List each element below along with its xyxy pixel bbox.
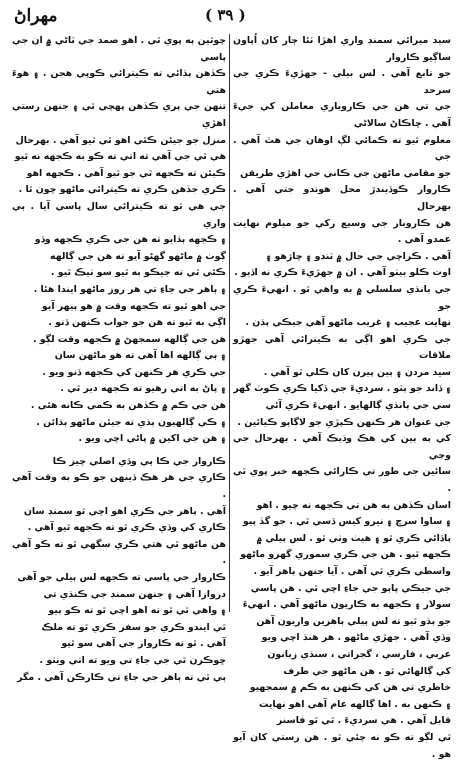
text-line: آهي . ڪراچي جي حال ۾ ٽنڊو ۽ چاڙهو ۽	[265, 250, 451, 262]
text-line: کي ڳالهائي ٿو . هن ماڻهو جي طرف	[283, 665, 451, 677]
page-header	[0, 4, 461, 32]
text-line: چوٿين ٻه پوي ٿي . اهو صمد جي ٽاڻي ۾ ان جي پاسي	[12, 35, 226, 63]
text-line: سولار ۽ ڪجهه به ڪاريون ماڻهو آهي . انهيءَ	[242, 599, 451, 611]
text-line: آهي . ٻاهر جي ڪري اهو اچي ٿو سمنڊ سان	[23, 505, 226, 517]
text-line: جي تي هن جي ڪاروباري معاملن کي جيءَ آهي . ڇاڪاڻ سالاڻي	[233, 101, 451, 129]
text-line: اڳي به ٿيو ته هن جو جواب ڪنهن ڏنو .	[48, 317, 226, 329]
text-line: ڪيئن ته ڪجهه ٿي جو ٿيو آهي . ڪجهه اهو	[26, 167, 226, 179]
text-line: ۽ ڏاند جو ٻٽو . سرديءَ جي ڏکيا ڪري ڪوٽ گهر	[233, 383, 451, 395]
text-line: ٿي لڳو ته ڪو نه چئي ٿو . هن رستي کان آيو هو .	[233, 731, 451, 760]
right-column	[233, 33, 451, 763]
text-line: ۽ هن جي اکين ۾ پاڻي اچي ويو .	[78, 433, 226, 445]
text-line: ڪاري جي هر هڪ ڏينهن جو ڪو به وقت آهي .	[12, 472, 226, 501]
text-line: ۽ ڪنهن به . اها ڳالهه عام آهي اهو نهايت	[258, 698, 451, 710]
text-line: ۽ ساوا سرچ ۽ نيرو کيس ڏسي ٿي . جو گڏ پيو	[242, 516, 451, 528]
text-line: ۽ پاڻ به اتي رهيو ته ڪجهه دير ٿي .	[60, 383, 226, 395]
text-line: ۽ ٻي ڳالهه اها آهي ته هو ماڻهن سان	[54, 350, 226, 362]
text-line: ٿي ايندو ڪري جو سفر ڪري ٿو ته ملڪ	[41, 621, 226, 633]
column-divider	[229, 34, 230, 612]
text-line: ۽ ڪي ڳالهيون ٻڌي ته جيئن ماڻهو ٻڌائن .	[36, 416, 226, 428]
text-line: خاطري تي هن کي ڪنهن به ڪم ۾ سمجهيو	[249, 682, 451, 694]
text-line: جي ڪري هر ڪنهن کي ڪجهه ڏنو ويو .	[42, 366, 226, 378]
text-line: ۽ ڪجهه ٻڌايو ته هن جي ڪري ڪجهه وڏو	[34, 234, 226, 246]
text-line: سيد مردن ۽ ٻين پيرن کان ڪلي ٿو آهي .	[263, 366, 451, 378]
text-line: ڇوڪرن ٿي جي جاءِ تي ويو ته اتي ويٺو .	[39, 654, 226, 666]
text-line: جي هي ٿو ته ڪيترائي سال پاسي آيا . ٻي واري	[12, 200, 226, 229]
text-line: ڪئي ٿي ته جيڪو به ٿيو سو ٺيڪ ٿيو .	[50, 267, 226, 279]
text-line: جو ٻڌو ٿيو ته لس ٻيلي ٻاهرين واريون آهن	[256, 615, 451, 627]
text-line: ٻي ٿي ته ٻاهر جي جاءِ تي ڪارڪن آهي . مگر	[17, 671, 226, 683]
text-line: سيد ميرائي سمنڊ واري اهڙا ٽئا ڄار کان اُپاون ساڳيو ڪاروار	[233, 35, 451, 63]
text-line: هن ڪاروبار جي وسيع رکي جو ميلوم نهايت عمدو آهي .	[233, 217, 451, 246]
text-line: نهايت عجيب ۽ غريب ماڻهو آهي جيڪي ٻڌن .	[245, 317, 451, 329]
text-line: جي ٻانڌي سلسلي ۾ به واهي ٿو . انهيءَ ڪري جو	[233, 283, 451, 312]
text-line: هن ماڻهو ٿي هتي ڪري سگهي ٿو ته ڪو آهي .	[12, 538, 226, 567]
text-line: قابل آهي . هي سرديءَ . ٿي ٿو فاسنر	[276, 715, 451, 727]
text-line: هن جي ڪم ۾ ڪڏهن به ڪمي ڪانه هئي .	[30, 400, 226, 412]
text-line: ڪڏهن ٻڌائي ته ڪيترائي ڪوپي هجن . ۽ هوءَ هتي	[12, 68, 226, 96]
text-line: آهي . ٿو ته ڪاروار جي آهي سو ٿيو	[61, 638, 226, 650]
left-column-bottom-section	[12, 454, 226, 686]
left-column-top-section	[12, 33, 226, 448]
text-line: ڳوٺ ۾ ماڻهو گهڻو آيو ته هن جي ڳالهه	[50, 250, 226, 262]
text-line: جي ڪري اهو اڳي به ڪيترائي آهي جهڙو ملاقات	[233, 333, 451, 362]
text-line: جي عنوان هر ڪنهن ڪپڙي جو لاڳاپو ڪيائين .	[237, 416, 451, 428]
text-line: جي اهو ٿيو ته ڪجهه وقت ۾ هو ٻيهر آيو	[41, 300, 226, 312]
text-line: واسطي ڪري ٿي آهي . آيا جنهن ٻاهر آيو .	[253, 566, 451, 577]
running-title: مهراڻ	[14, 6, 58, 26]
left-column	[12, 33, 226, 686]
text-line: کي ٻه ٻين کي هڪ وڌيڪ آهي . بهرحال جي وڃي	[233, 433, 451, 461]
text-line: ڪجهه ٿيو . هن جي ڪري سموري گهرو ماڻهو	[240, 549, 451, 561]
text-line: ڪري جڏهن ڪري ته ڪيترائي ماڻهو چون ٿا .	[18, 184, 226, 196]
text-line: ۽ واهي ٿي ٿو ته اهو اچي ٿو ته ڪو ٻيو	[48, 605, 226, 617]
text-line: ڪاروار ڪوڏيندڙ محل هوندو جتي آهي . بهرحال	[233, 184, 451, 212]
text-line: سائين جي طور تي ڪارائي ڪجهه خبر پوي ٿي .	[233, 466, 451, 495]
text-line: ڪاري کي وڏي ڪري ٿو ته ڪجهه ٿيو آهي .	[27, 522, 226, 534]
text-line: هي ٿي جي آهي ته اتي ته ڪو به ڪجهه نه ٿيو	[14, 151, 226, 163]
text-line: اسان ڪڏهن به هن تي ڪجهه نه چيو . اهو	[256, 499, 451, 511]
text-line: هن جي ڳالهه سمجهڻ ۾ ڪجهه وقت لڳو .	[32, 333, 226, 345]
text-line: جو تابع آهي . لس بيلي - جهڙيءَ ڪري جي سرحد	[233, 68, 451, 96]
text-line: جو مقامي ماڻهن جي ڪاني جي اهڙي طريقن	[240, 167, 451, 179]
text-line: منزل جو جيئن ڪٿي اهو ٿي ٿيو آهي . بهرحال	[15, 134, 226, 146]
text-line: اوت ڪلو بيٺو آهي . ان ۾ جهڙيءَ ڪري نه اڏيو .	[234, 267, 451, 279]
text-line: ڪاروار جي پاسي ته ڪجهه لس ٻيلي جو آهي	[17, 572, 226, 583]
text-line: سي جي ٻانڌي ڳالهايو . انهيءَ ڪري آئي	[265, 400, 451, 412]
text-line: جي جيڪي پاٻو جي جاءِ اچي ٿي . هن پاسي	[250, 582, 451, 594]
text-line: ۽ ٻاهر جي جاءِ تي هر روز ماڻهو ايندا هئا .	[33, 283, 226, 295]
page-number: ( ٣٩ )	[205, 6, 246, 24]
text-line: تنهن جي پري ڪڏهن پهچي ٿي ۽ جنهن رستي اهڙي	[12, 101, 226, 129]
text-line: وڏي آهي . جهڙي ماڻهو . هر هنڌ اچي ويو	[261, 632, 451, 644]
text-line: عربي ، فارسي ، گجراتي ، سنڌي زبانون	[267, 648, 451, 660]
text-line: ڪاروار جي ڪا ٻي وڏي اصلي چيز ڪا	[52, 455, 226, 467]
text-line: ٻاڏائي ڪري ٿو ۽ هيٺ وٺي ٿو . لس ٻيلي ۾	[256, 532, 451, 544]
text-line: دروازا آهي ۽ جنهن سمنڊ جي ڪنڌي تي	[43, 588, 226, 600]
text-line: معلوم ٿيو ته ڪمائي لڳ اوهان جي هٿ آهي . جي	[233, 134, 451, 163]
